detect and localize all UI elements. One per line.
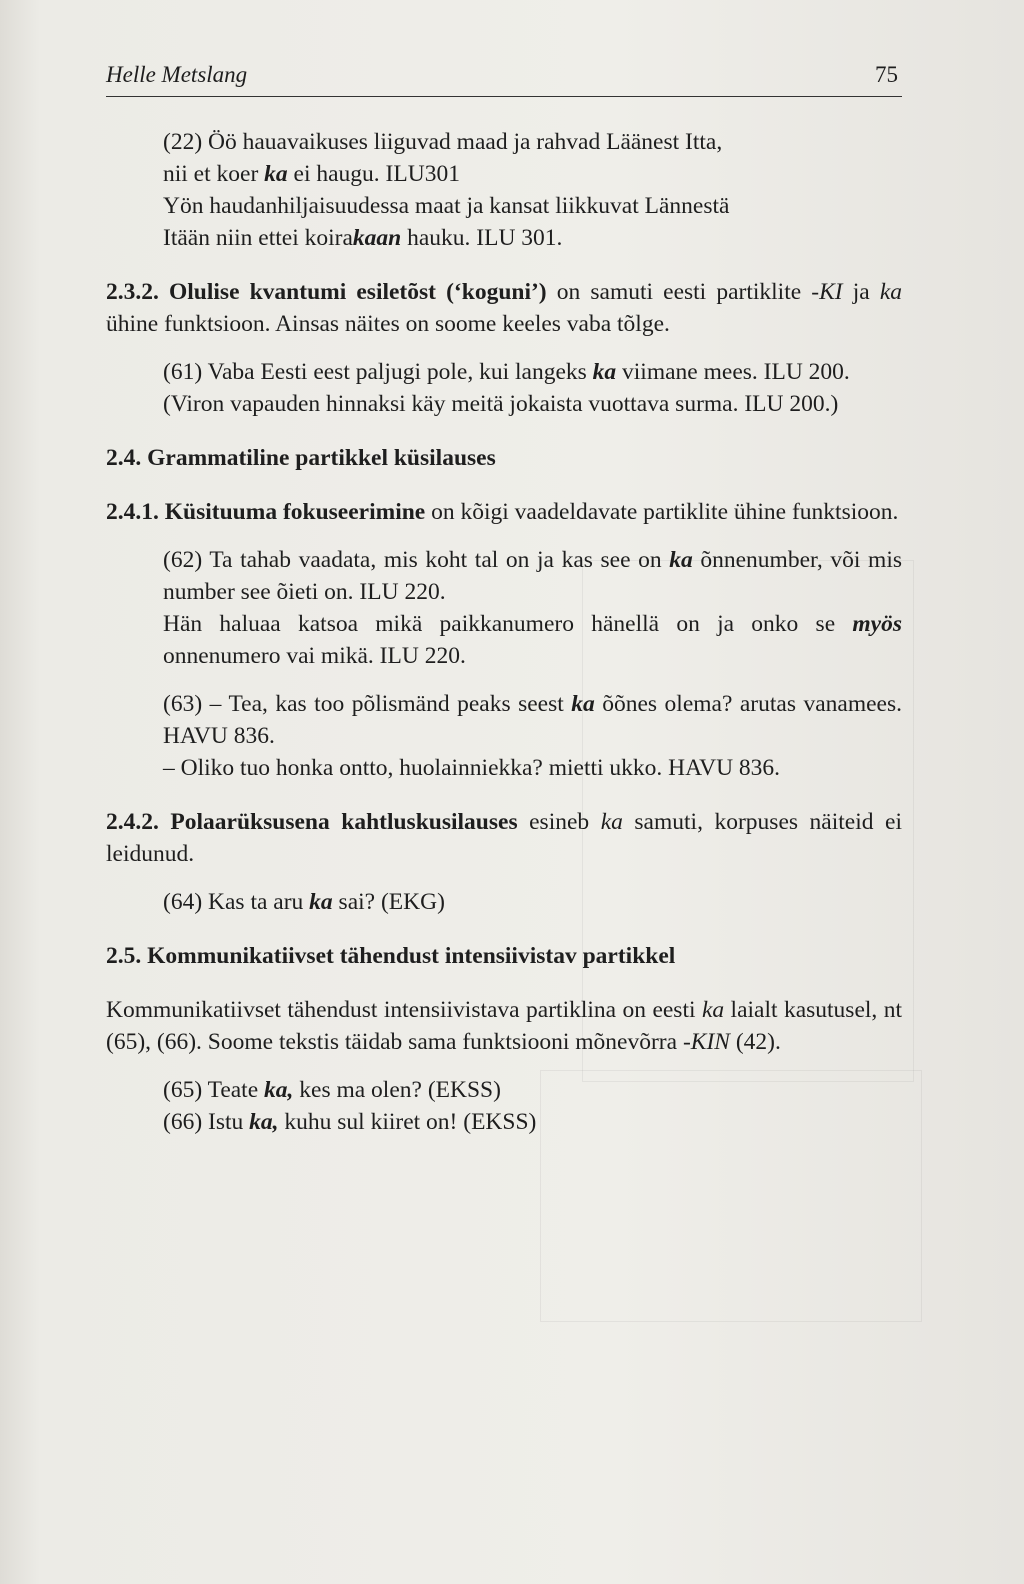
example-line: (65) Teate ka, kes ma olen? (EKSS) [163, 1077, 501, 1103]
example-line: (22) Öö hauavaikuses liiguvad maad ja rahvad Läänest Itta, [163, 129, 723, 155]
example-translation: (Viron vapauden hinnaksi käy meitä jokaista vuottava surma. ILU 200.) [163, 391, 839, 417]
section-2-5-text: Kommunikatiivset tähendust intensiivistava partiklina on eesti ka laialt kasutusel, nt (65), (66). Soome tekstis täidab sama funktsiooni mõnevõrra -KIN (42). [106, 997, 902, 1055]
page-header [106, 62, 902, 97]
example-translation: Itään niin ettei koirakaan hauku. ILU 301. [163, 225, 563, 251]
example-line: (61) Vaba Eesti eest paljugi pole, kui langeks ka viimane mees. ILU 200. [163, 359, 850, 385]
section-heading: 2.4.1. Küsituuma fokuseerimine [106, 499, 426, 525]
example-line: (64) Kas ta aru ka sai? (EKG) [163, 889, 445, 915]
example-line: (66) Istu ka, kuhu sul kiiret on! (EKSS) [163, 1109, 537, 1135]
example-line: (62) Ta tahab vaadata, mis koht tal on ja kas see on ka õnnenumber, või mis number see õieti on. ILU 220. [163, 547, 902, 605]
section-2-4-heading: 2.4. Grammatiline partikkel küsilauses [106, 445, 496, 471]
example-62 [163, 544, 902, 672]
example-translation: – Oliko tuo honka ontto, huolainniekka? mietti ukko. HAVU 836. [163, 755, 781, 781]
example-translation: Hän haluaa katsoa mikä paikkanumero hänellä on ja onko se myös onnenumero vai mikä. ILU 220. [163, 611, 902, 669]
section-2-3-2: 2.3.2. Olulise kvantumi esiletõst (‘koguni’) on samuti eesti partiklite -KI ja ka ühine funktsioon. Ainsas näites on soome keeles vaba tõlge. [106, 279, 902, 337]
running-head: Helle Metslang [106, 62, 248, 87]
example-66 [163, 1106, 902, 1138]
example-translation: Yön haudanhiljaisuudessa maat ja kansat liikkuvat Lännestä [163, 193, 730, 219]
example-63 [163, 688, 902, 784]
section-2-4-2: 2.4.2. Polaarüksusena kahtluskusilauses esineb ka samuti, korpuses näiteid ei leidunud. [106, 809, 902, 867]
example-line: (63) – Tea, kas too põlismänd peaks seest ka õõnes olema? arutas vanamees. HAVU 836. [163, 691, 902, 749]
section-heading: 2.4.2. Polaarüksusena kahtluskusilauses [106, 809, 518, 835]
page-number: 75 [875, 62, 898, 87]
section-2-5-heading: 2.5. Kommunikatiivset tähendust intensiivistav partikkel [106, 943, 676, 969]
example-61 [163, 356, 902, 420]
example-line: nii et koer ka ei haugu. ILU301 [163, 161, 460, 187]
section-heading: 2.3.2. Olulise kvantumi esiletõst (‘koguni’) [106, 279, 547, 305]
example-64 [163, 886, 902, 918]
example-65 [163, 1074, 902, 1106]
body-text [106, 126, 902, 1138]
section-2-4-1: 2.4.1. Küsituuma fokuseerimine on kõigi vaadeldavate partiklite ühine funktsioon. [106, 499, 899, 525]
example-22 [163, 126, 902, 254]
